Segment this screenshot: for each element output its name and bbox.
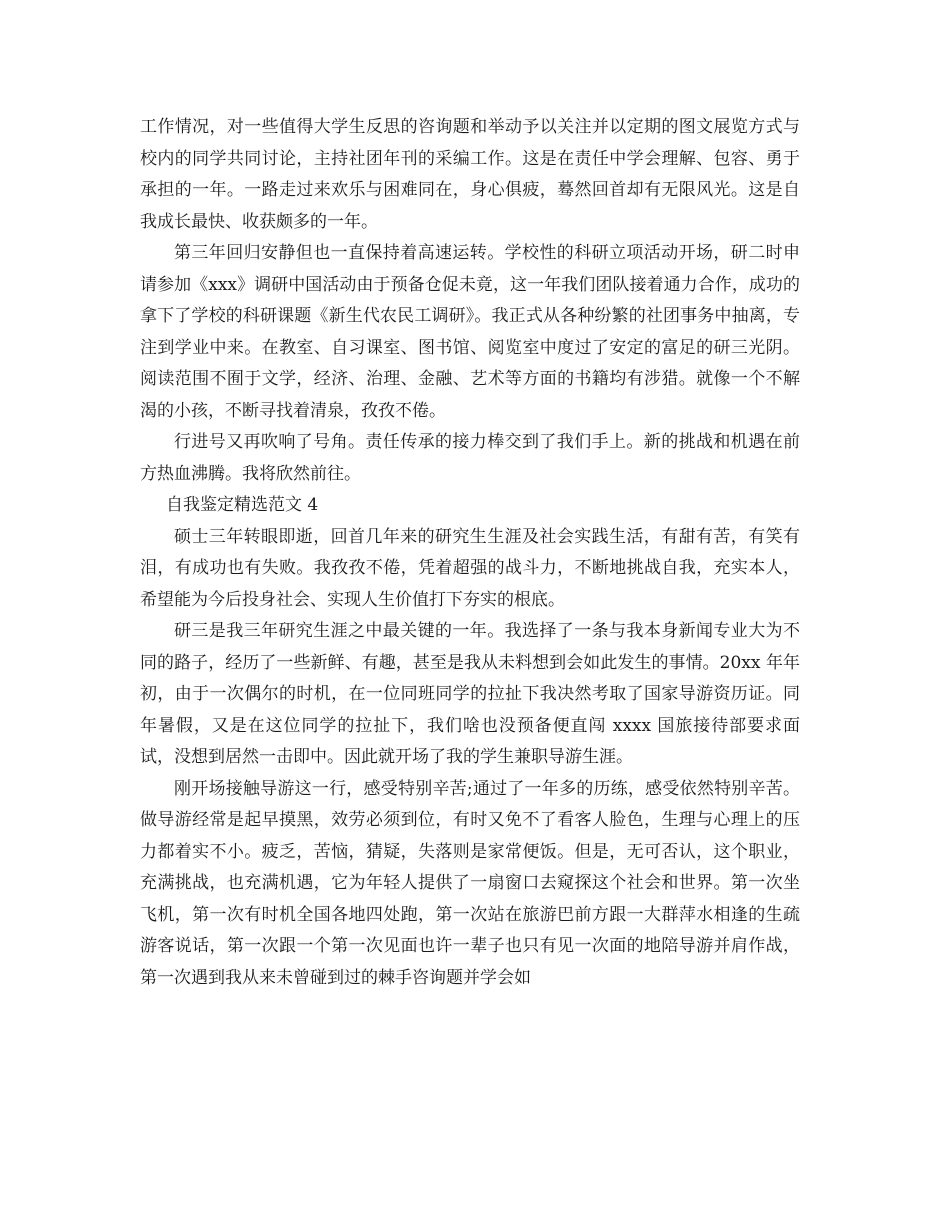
section-heading: 自我鉴定精选范文 4	[166, 495, 319, 515]
paragraph-2: 第三年回归安静但也一直保持着高速运转。学校性的科研立项活动开场，研二时申请参加《xxx》调研中国活动由于预备仓促未竟，这一年我们团队接着通力合作，成功的拿下了学校的科研课题《新生代农民工调研》。我正式从各种纷繁的社团事务中抽离，专注到学业中来。在教室、自习课室、图书馆、阅览室中度过了安定的富足的研三光阴。阅读范围不囿于文学，经济、治理、金融、艺术等方面的书籍均有涉猎。就像一个不解渴的小孩，不断寻找着清泉，孜孜不倦。	[140, 243, 800, 421]
paragraph-5: 研三是我三年研究生涯之中最关键的一年。我选择了一条与我本身新闻专业大为不同的路子，经历了一些新鲜、有趣，甚至是我从未料想到会如此发生的事情。20xx 年年初，由于一次偶尔的时机，在一位同班同学的拉扯下我决然考取了国家导游资历证。同年暑假，又是在这位同学的拉扯下，我们啥也没预备便直闯 xxxx 国旅接待部要求面试，没想到居然一击即中。因此就开场了我的学生兼职导游生涯。	[140, 621, 800, 767]
document-body	[140, 112, 800, 994]
paragraph-3: 行进号又再吹响了号角。责任传承的接力棒交到了我们手上。新的挑战和机遇在前方热血沸腾。我将欣然前往。	[140, 432, 800, 484]
paragraph-4: 硕士三年转眼即逝，回首几年来的研究生生涯及社会实践生活，有甜有苦，有笑有泪，有成功也有失败。我孜孜不倦，凭着超强的战斗力，不断地挑战自我，充实本人，希望能为今后投身社会、实现人生价值打下夯实的根底。	[140, 526, 800, 610]
paragraph-6: 刚开场接触导游这一行，感受特别辛苦;通过了一年多的历练，感受依然特别辛苦。做导游经常是起早摸黑，效劳必须到位，有时又免不了看客人脸色，生理与心理上的压力都着实不小。疲乏，苦恼，猜疑，失落则是家常便饭。但是，无可否认，这个职业，充满挑战，也充满机遇，它为年轻人提供了一扇窗口去窥探这个社会和世界。第一次坐飞机，第一次有时机全国各地四处跑，第一次站在旅游巴前方跟一大群萍水相逢的生疏游客说话，第一次跟一个第一次见面也许一辈子也只有见一次面的地陪导游并肩作战，第一次遇到我从来未曾碰到过的棘手咨询题并学会如	[140, 778, 800, 988]
paragraph-1: 工作情况，对一些值得大学生反思的咨询题和举动予以关注并以定期的图文展览方式与校内的同学共同讨论，主持社团年刊的采编工作。这是在责任中学会理解、包容、勇于承担的一年。一路走过来欢乐与困难同在，身心俱疲，蓦然回首却有无限风光。这是自我成长最快、收获颇多的一年。	[140, 117, 800, 232]
